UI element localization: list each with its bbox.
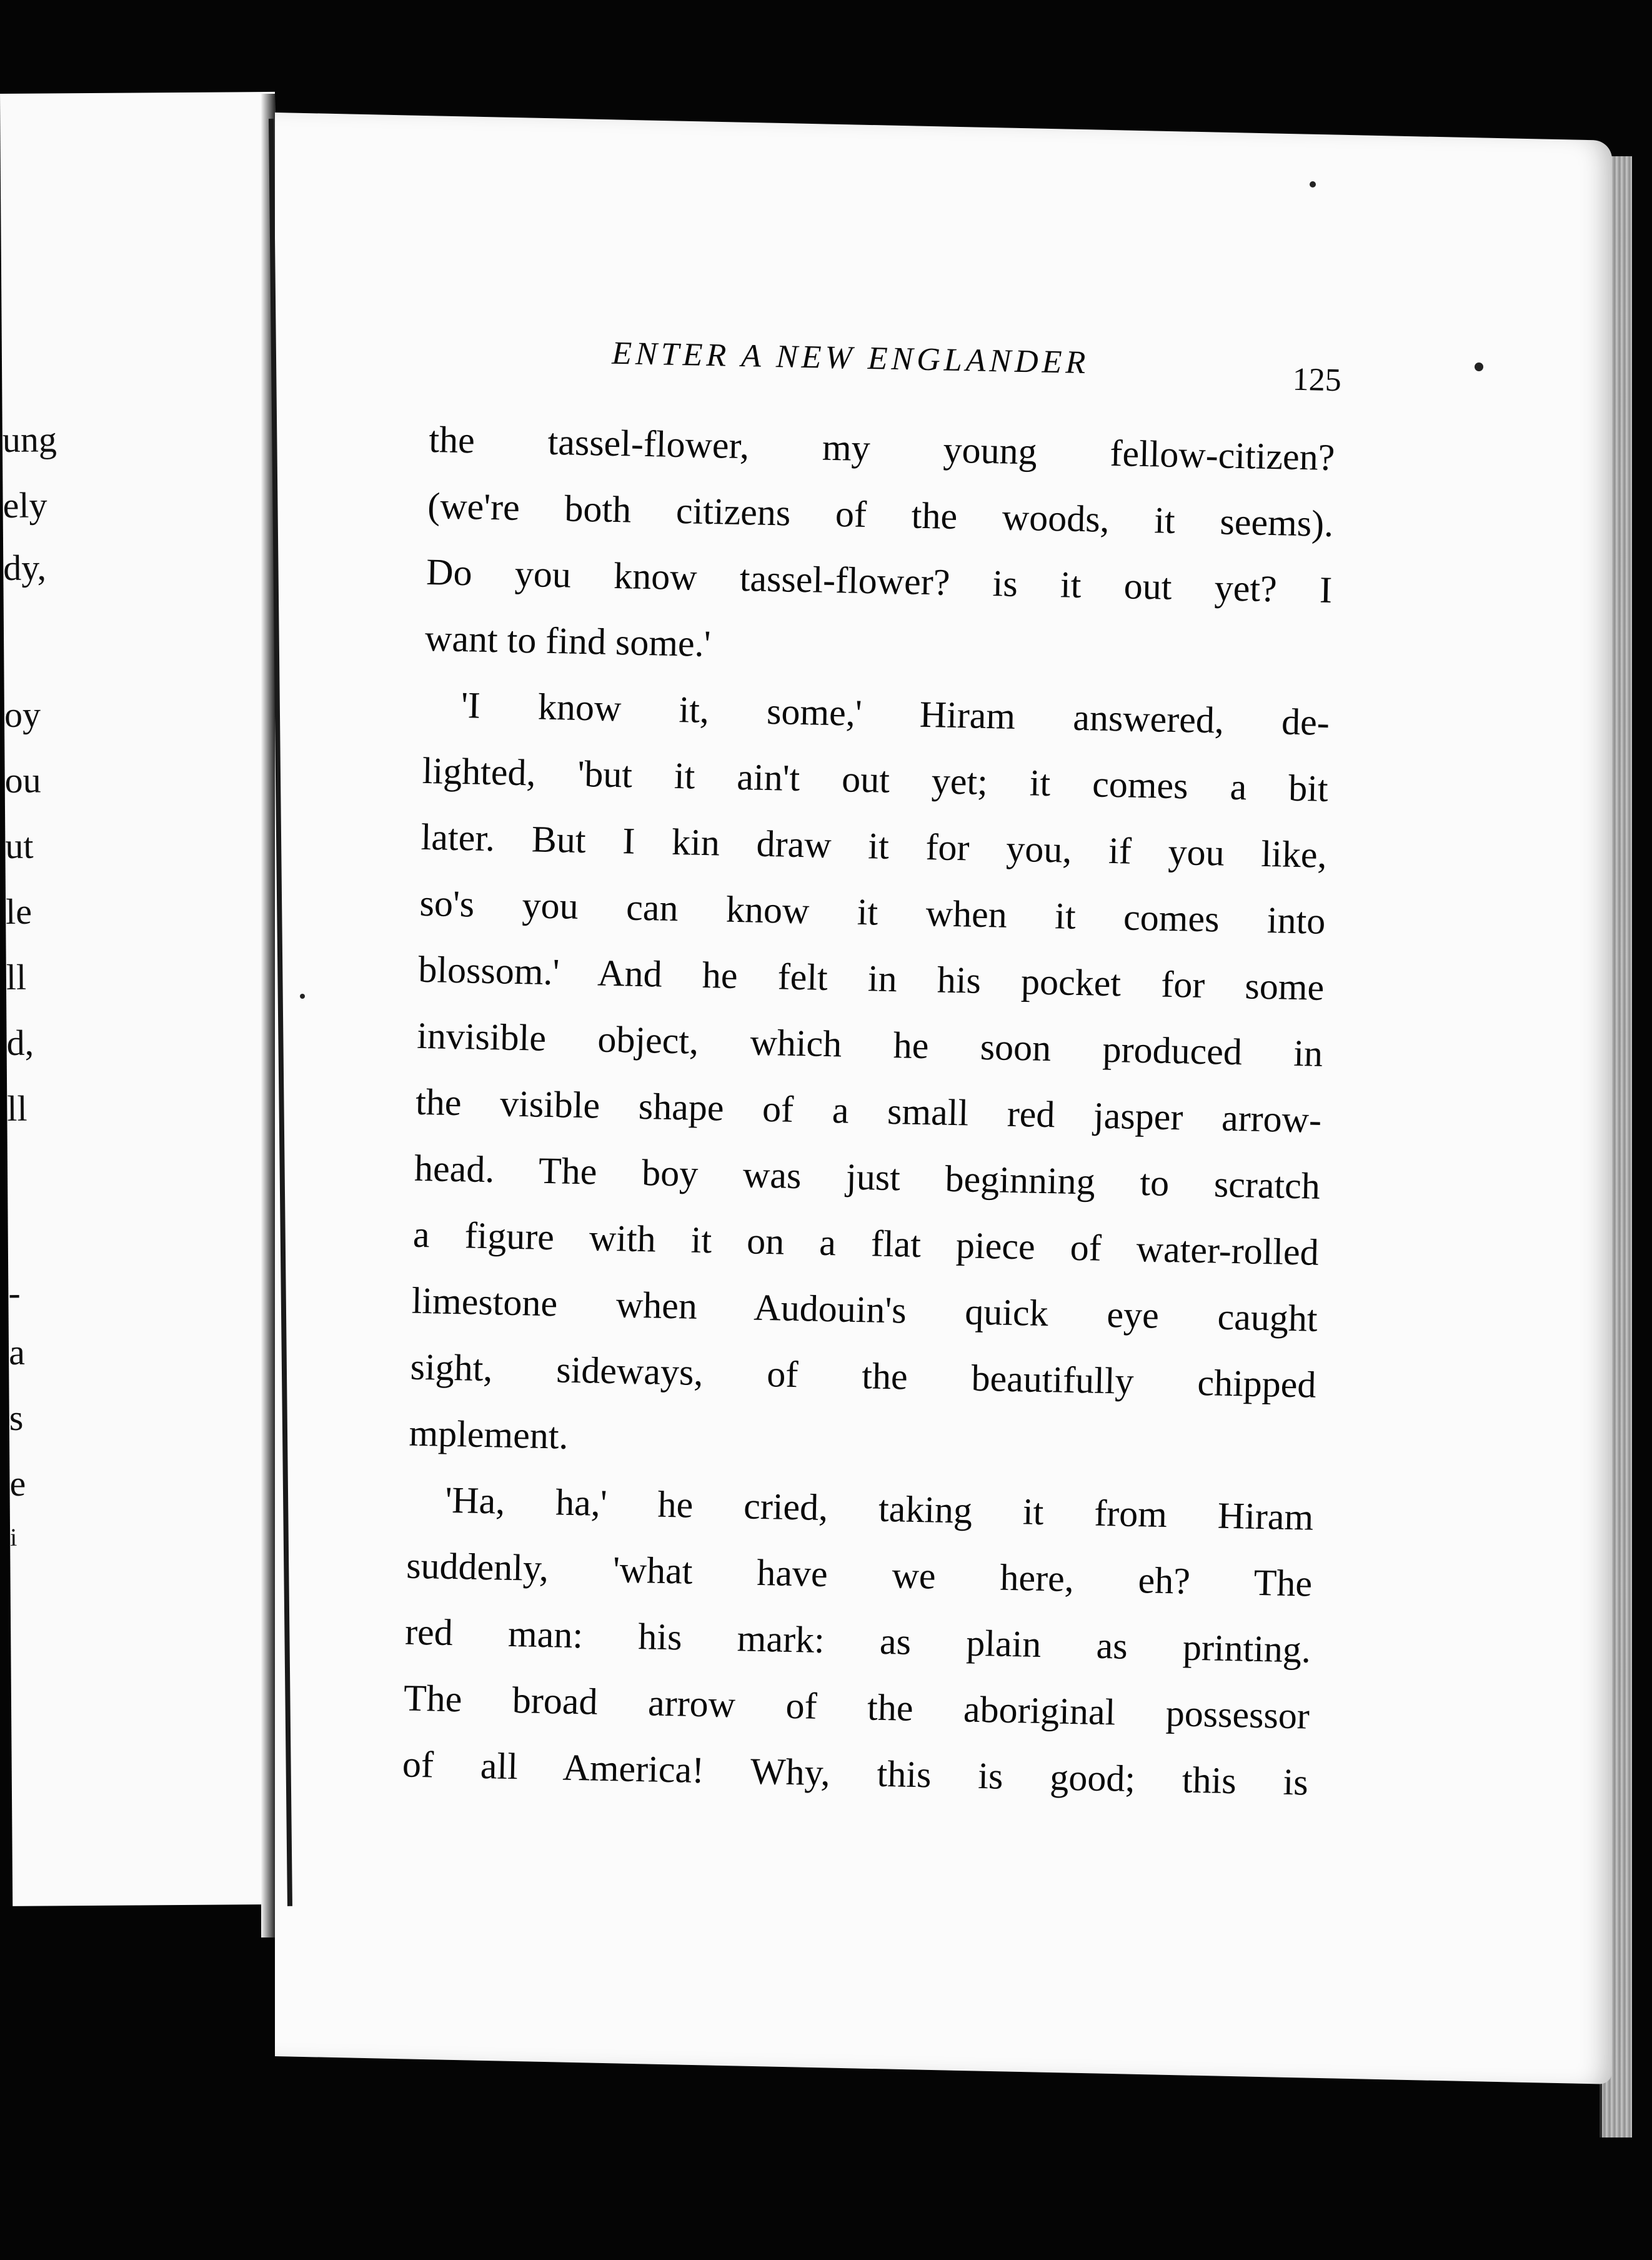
- text-line: want to find some.': [424, 617, 712, 665]
- text-line: red man: his mark: as plain as printing.: [404, 1611, 1311, 1671]
- left-page-fragment: ut: [5, 825, 34, 866]
- left-page-fragment: ll: [6, 956, 27, 998]
- running-head: ENTER A NEW ENGLANDER: [611, 335, 1090, 381]
- left-page-fragment: d,: [6, 1022, 34, 1063]
- left-page-fragment: ll: [7, 1088, 27, 1129]
- left-page-fragment: dy,: [3, 547, 47, 588]
- left-page-fragment: ou: [4, 759, 41, 801]
- left-page-fragment: le: [5, 891, 32, 932]
- dust-speck: [1475, 362, 1483, 371]
- text-line: so's you can know it when it comes into: [419, 882, 1326, 942]
- left-page-fragment: -: [8, 1272, 21, 1313]
- left-page-fragment: ung: [2, 419, 57, 460]
- text-line: 'Ha, ha,' he cried, taking it from Hiram: [444, 1479, 1314, 1538]
- text-line: a figure with it on a flat piece of water-rolled: [412, 1213, 1320, 1273]
- text-line: suddenly, 'what have we here, eh? The: [406, 1544, 1313, 1604]
- text-line: mplement.: [408, 1412, 569, 1457]
- left-page-fragment: i: [9, 1522, 17, 1551]
- text-line: of all America! Why, this is good; this is: [402, 1743, 1309, 1803]
- left-page-fragment: ely: [2, 484, 47, 526]
- page-number: 125: [1292, 361, 1342, 399]
- text-line: lighted, 'but it ain't out yet; it comes a bit: [422, 749, 1329, 809]
- text-line: (we're both citizens of the woods, it seems).: [427, 484, 1334, 545]
- left-page-fragment: oy: [4, 694, 41, 735]
- left-page-fragment: e: [9, 1462, 26, 1504]
- text-line: invisible object, which he soon produced in: [416, 1014, 1323, 1074]
- text-line: limestone when Audouin's quick eye caught: [411, 1279, 1318, 1339]
- text-line: head. The boy was just beginning to scratch: [414, 1147, 1321, 1207]
- left-page: [0, 92, 287, 1906]
- text-line: sight, sideways, of the beautifully chipped: [410, 1346, 1317, 1406]
- text-line: the visible shape of a small red jasper arrow-: [415, 1081, 1322, 1141]
- left-page-fragment: s: [9, 1397, 24, 1438]
- text-line: the tassel-flower, my young fellow-citizen?: [428, 418, 1335, 479]
- text-line: later. But I kin draw it for you, if you like,: [420, 816, 1328, 876]
- dust-speck: [1310, 181, 1316, 188]
- text-line: blossom.' And he felt in his pocket for some: [417, 948, 1325, 1008]
- left-page-fragment: a: [8, 1331, 26, 1372]
- text-line: The broad arrow of the aboriginal possessor: [403, 1677, 1310, 1737]
- text-line: 'I know it, some,' Hiram answered, de-: [460, 684, 1330, 743]
- text-line: Do you know tassel-flower? is it out yet? I: [425, 551, 1333, 611]
- dust-speck: [300, 994, 305, 999]
- body-text: [402, 406, 1335, 1816]
